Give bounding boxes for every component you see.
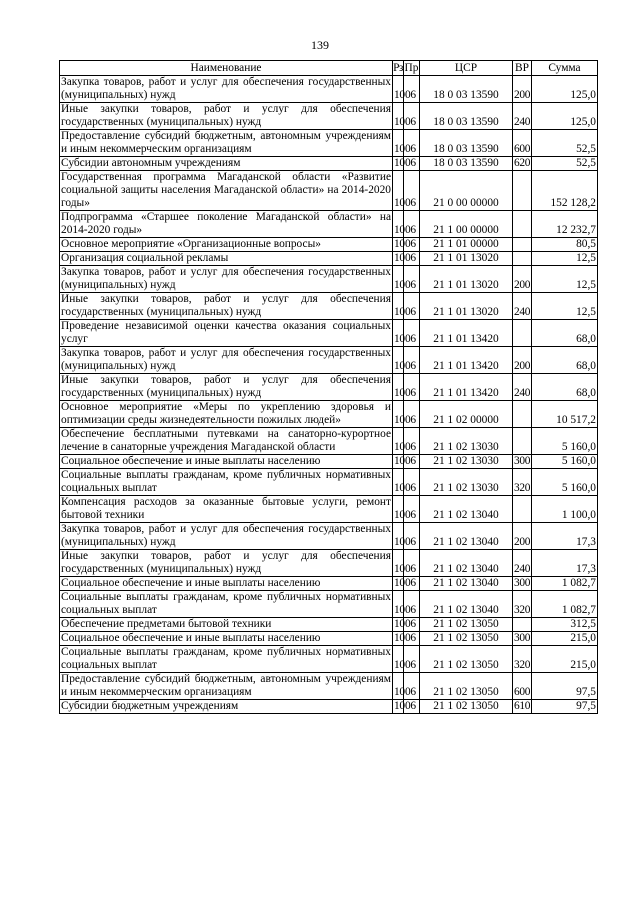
row-csr: 21 1 02 13040 <box>420 523 513 550</box>
row-sum: 215,0 <box>532 632 598 646</box>
row-name: Закупка товаров, работ и услуг для обеспечения государственных (муниципальных) нужд <box>61 347 391 372</box>
row-rz: 10 <box>394 632 405 644</box>
table-row <box>60 673 598 700</box>
row-sum: 52,5 <box>532 130 598 157</box>
table-row <box>60 469 598 496</box>
row-sum: 1 082,7 <box>532 591 598 618</box>
header-csr: ЦСР <box>420 61 513 76</box>
row-pr: 06 <box>404 171 420 211</box>
row-rz: 10 <box>393 320 404 347</box>
row-pr: 06 <box>404 238 420 252</box>
row-csr: 21 1 02 13040 <box>420 591 513 618</box>
row-rz: 10 <box>393 401 404 428</box>
row-vr: 320 <box>513 591 532 618</box>
row-vr: 320 <box>513 646 532 673</box>
row-name: Закупка товаров, работ и услуг для обеспечения государственных (муниципальных) нужд <box>61 76 391 101</box>
table-row <box>60 238 598 252</box>
row-pr: 06 <box>404 76 420 103</box>
row-pr: 06 <box>404 455 420 469</box>
row-vr <box>513 496 532 523</box>
row-rz: 10 <box>393 171 404 211</box>
row-pr: 06 <box>404 673 420 700</box>
row-sum: 12,5 <box>532 266 598 293</box>
row-pr: 06 <box>404 646 420 673</box>
row-pr: 06 <box>404 103 420 130</box>
budget-table <box>59 60 598 714</box>
table-row <box>60 157 598 171</box>
row-pr: 06 <box>404 591 420 618</box>
row-name: Социальное обеспечение и иные выплаты населению <box>60 577 393 591</box>
row-sum: 68,0 <box>532 320 598 347</box>
table-row <box>60 428 598 455</box>
row-rz: 10 <box>393 550 404 577</box>
row-rz: 10 <box>393 591 404 618</box>
row-name: Иные закупки товаров, работ и услуг для обеспечения государственных (муниципальных) нужд <box>61 550 391 575</box>
row-csr: 21 1 00 00000 <box>420 211 513 238</box>
row-name: Основное мероприятие «Меры по укреплению здоровья и оптимизации среды жизнедеятельности пожилых людей» <box>61 401 391 426</box>
row-csr: 21 1 01 13020 <box>420 293 513 320</box>
row-pr: 06 <box>404 428 420 455</box>
row-vr <box>513 171 532 211</box>
row-pr: 06 <box>404 130 420 157</box>
row-rz: 10 <box>394 700 405 712</box>
row-vr <box>513 252 532 266</box>
row-sum: 68,0 <box>532 374 598 401</box>
row-vr: 240 <box>513 293 532 320</box>
row-name: Закупка товаров, работ и услуг для обеспечения государственных (муниципальных) нужд <box>61 523 391 548</box>
row-vr: 320 <box>513 469 532 496</box>
row-sum: 312,5 <box>532 618 598 632</box>
row-sum: 5 160,0 <box>532 469 598 496</box>
table-row <box>60 496 598 523</box>
row-name: Иные закупки товаров, работ и услуг для обеспечения государственных (муниципальных) нужд <box>61 293 391 318</box>
row-name: Компенсация расходов за оказанные бытовые услуги, ремонт бытовой техники <box>61 496 391 521</box>
row-vr <box>513 428 532 455</box>
row-vr: 620 <box>514 157 531 169</box>
row-csr: 21 1 01 00000 <box>420 238 513 252</box>
row-sum: 17,3 <box>532 523 598 550</box>
row-pr: 06 <box>404 347 420 374</box>
table-row <box>60 171 598 211</box>
row-pr: 06 <box>404 293 420 320</box>
table-row <box>60 700 598 714</box>
row-sum: 80,5 <box>532 238 598 252</box>
row-rz: 10 <box>393 523 404 550</box>
row-sum: 125,0 <box>532 103 598 130</box>
table-row <box>60 266 598 293</box>
row-vr: 300 <box>514 455 531 467</box>
table-row <box>60 252 598 266</box>
table-row <box>60 646 598 673</box>
table-row <box>60 591 598 618</box>
row-sum: 1 100,0 <box>532 496 598 523</box>
row-name: Обеспечение предметами бытовой техники <box>60 618 393 632</box>
row-name: Закупка товаров, работ и услуг для обеспечения государственных (муниципальных) нужд <box>61 266 391 291</box>
table-row <box>60 374 598 401</box>
row-sum: 10 517,2 <box>532 401 598 428</box>
row-rz: 10 <box>394 618 405 630</box>
row-rz: 10 <box>393 211 404 238</box>
row-pr: 06 <box>404 700 420 714</box>
row-name: Предоставление субсидий бюджетным, автономным учреждениям и иным некоммерческим организациям <box>61 673 391 698</box>
row-vr: 200 <box>513 347 532 374</box>
table-row <box>60 130 598 157</box>
row-vr: 240 <box>513 374 532 401</box>
row-sum: 12 232,7 <box>532 211 598 238</box>
row-rz: 10 <box>394 455 405 467</box>
table-row <box>60 320 598 347</box>
row-rz: 10 <box>393 347 404 374</box>
header-pr: Пр <box>404 61 419 74</box>
row-csr: 21 1 02 13050 <box>420 673 513 700</box>
row-csr: 21 1 02 13040 <box>420 577 513 591</box>
row-name: Социальные выплаты гражданам, кроме публичных нормативных социальных выплат <box>61 591 391 616</box>
table-row <box>60 401 598 428</box>
row-csr: 21 1 02 13040 <box>420 550 513 577</box>
row-csr: 21 1 02 00000 <box>420 401 513 428</box>
row-name: Социальные выплаты гражданам, кроме публичных нормативных социальных выплат <box>61 469 391 494</box>
row-pr: 06 <box>404 632 420 646</box>
row-name: Иные закупки товаров, работ и услуг для обеспечения государственных (муниципальных) нужд <box>61 374 391 399</box>
row-name: Субсидии автономным учреждениям <box>60 157 393 171</box>
row-csr: 21 1 01 13020 <box>420 266 513 293</box>
row-pr: 06 <box>404 320 420 347</box>
row-pr: 06 <box>404 577 420 591</box>
row-vr: 240 <box>513 103 532 130</box>
row-sum: 215,0 <box>532 646 598 673</box>
row-csr: 21 1 02 13050 <box>420 700 513 714</box>
row-rz: 10 <box>393 76 404 103</box>
row-sum: 17,3 <box>532 550 598 577</box>
row-csr: 21 1 02 13040 <box>420 496 513 523</box>
row-csr: 18 0 03 13590 <box>420 76 513 103</box>
table-body <box>60 76 598 714</box>
row-name: Организация социальной рекламы <box>60 252 393 266</box>
row-vr: 200 <box>513 76 532 103</box>
page-number: 139 <box>311 38 329 52</box>
row-vr: 600 <box>513 130 532 157</box>
table-row <box>60 293 598 320</box>
row-csr: 21 1 02 13050 <box>420 646 513 673</box>
row-pr: 06 <box>404 618 420 632</box>
row-name: Обеспечение бесплатными путевками на санаторно-курортное лечение в санаторные учреждения Магаданской области <box>61 428 391 453</box>
row-rz: 10 <box>393 646 404 673</box>
row-vr: 300 <box>514 632 531 644</box>
table-row <box>60 618 598 632</box>
row-csr: 18 0 03 13590 <box>420 130 513 157</box>
row-vr <box>513 320 532 347</box>
row-sum: 68,0 <box>532 347 598 374</box>
row-csr: 18 0 03 13590 <box>420 103 513 130</box>
table-row <box>60 347 598 374</box>
row-csr: 18 0 03 13590 <box>420 157 513 171</box>
row-pr: 06 <box>404 523 420 550</box>
row-sum: 52,5 <box>532 157 598 171</box>
header-sum: Сумма <box>532 61 598 76</box>
table-row <box>60 76 598 103</box>
table-header-row <box>60 61 598 76</box>
row-sum: 152 128,2 <box>532 171 598 211</box>
row-name: Социальное обеспечение и иные выплаты населению <box>60 632 393 646</box>
row-pr: 06 <box>404 550 420 577</box>
row-rz: 10 <box>393 293 404 320</box>
table-row <box>60 632 598 646</box>
row-pr: 06 <box>404 469 420 496</box>
row-pr: 06 <box>404 252 420 266</box>
row-name: Социальные выплаты гражданам, кроме публичных нормативных социальных выплат <box>61 646 391 671</box>
row-sum: 97,5 <box>532 700 598 714</box>
row-name: Предоставление субсидий бюджетным, автономным учреждениям и иным некоммерческим организациям <box>61 130 391 155</box>
header-rz: Рз <box>393 61 403 74</box>
row-rz: 10 <box>393 428 404 455</box>
row-csr: 21 1 01 13020 <box>420 252 513 266</box>
row-rz: 10 <box>394 577 405 589</box>
row-csr: 21 1 01 13420 <box>420 374 513 401</box>
row-csr: 21 0 00 00000 <box>420 171 513 211</box>
row-csr: 21 1 02 13030 <box>420 469 513 496</box>
row-rz: 10 <box>393 130 404 157</box>
row-name: Государственная программа Магаданской области «Развитие социальной защиты населения Магаданской области» на 2014-2020 годы» <box>61 171 391 209</box>
row-sum: 1 082,7 <box>532 577 598 591</box>
header-name: Наименование <box>60 61 393 76</box>
row-rz: 10 <box>393 469 404 496</box>
row-pr: 06 <box>404 401 420 428</box>
row-vr <box>513 401 532 428</box>
row-vr: 240 <box>513 550 532 577</box>
row-csr: 21 1 02 13050 <box>420 618 513 632</box>
row-rz: 10 <box>393 266 404 293</box>
row-csr: 21 1 01 13420 <box>420 320 513 347</box>
table-row <box>60 103 598 130</box>
row-rz: 10 <box>393 103 404 130</box>
row-sum: 5 160,0 <box>532 428 598 455</box>
row-pr: 06 <box>404 266 420 293</box>
row-rz: 10 <box>393 496 404 523</box>
row-vr <box>513 211 532 238</box>
table-row <box>60 577 598 591</box>
row-vr: 600 <box>513 673 532 700</box>
row-csr: 21 1 01 13420 <box>420 347 513 374</box>
row-sum: 12,5 <box>532 252 598 266</box>
row-rz: 10 <box>394 157 405 169</box>
table-row <box>60 550 598 577</box>
row-vr <box>513 618 532 632</box>
row-sum: 97,5 <box>532 673 598 700</box>
row-pr: 06 <box>404 374 420 401</box>
row-rz: 10 <box>393 374 404 401</box>
table-row <box>60 455 598 469</box>
header-vr: ВР <box>513 61 532 76</box>
table-row <box>60 523 598 550</box>
table-row <box>60 211 598 238</box>
row-vr: 200 <box>513 266 532 293</box>
row-csr: 21 1 02 13030 <box>420 428 513 455</box>
row-rz: 10 <box>394 252 405 264</box>
row-sum: 12,5 <box>532 293 598 320</box>
row-rz: 10 <box>393 673 404 700</box>
row-pr: 06 <box>404 496 420 523</box>
row-vr <box>513 238 532 252</box>
row-vr: 200 <box>513 523 532 550</box>
row-name: Проведение независимой оценки качества оказания социальных услуг <box>61 320 391 345</box>
row-name: Основное мероприятие «Организационные вопросы» <box>60 238 393 252</box>
row-name: Подпрограмма «Старшее поколение Магаданской области» на 2014-2020 годы» <box>61 211 391 236</box>
row-vr: 300 <box>514 577 531 589</box>
row-sum: 125,0 <box>532 76 598 103</box>
row-csr: 21 1 02 13050 <box>420 632 513 646</box>
row-pr: 06 <box>404 211 420 238</box>
row-sum: 5 160,0 <box>532 455 598 469</box>
row-csr: 21 1 02 13030 <box>420 455 513 469</box>
row-name: Субсидии бюджетным учреждениям <box>60 700 393 714</box>
row-rz: 10 <box>394 238 405 250</box>
row-vr: 610 <box>514 700 531 712</box>
row-pr: 06 <box>404 157 420 171</box>
row-name: Иные закупки товаров, работ и услуг для обеспечения государственных (муниципальных) нужд <box>61 103 391 128</box>
row-name: Социальное обеспечение и иные выплаты населению <box>60 455 393 469</box>
